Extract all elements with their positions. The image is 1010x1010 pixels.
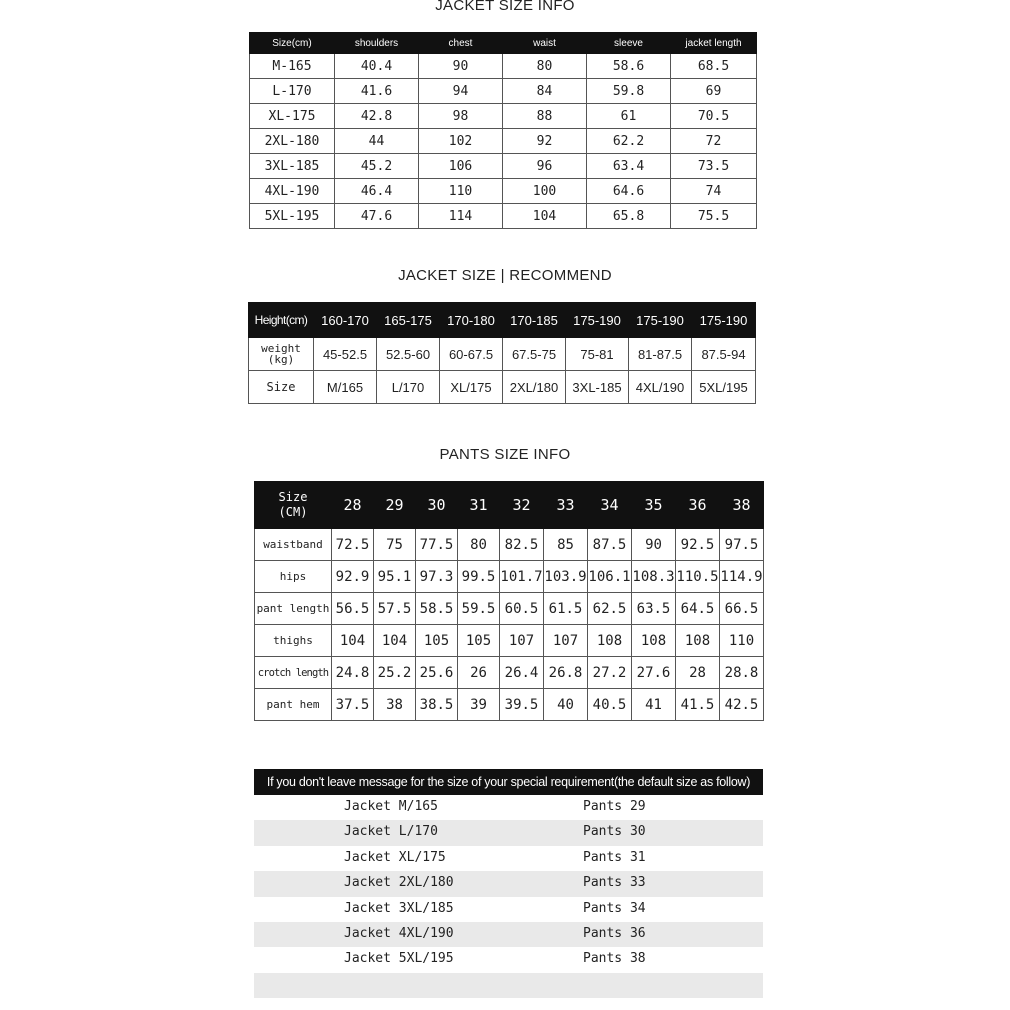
measurement-cell: 110.5 xyxy=(676,561,720,593)
measurement-cell: 100 xyxy=(503,179,587,204)
measurement-cell: 108 xyxy=(588,625,632,657)
default-pants-size: Pants 36 xyxy=(583,925,646,941)
measurement-cell: 26.4 xyxy=(500,657,544,689)
measurement-cell: 92.5 xyxy=(676,529,720,561)
measurement-cell: 97.3 xyxy=(416,561,458,593)
list-item xyxy=(254,922,763,947)
measurement-cell: 39.5 xyxy=(500,689,544,721)
measurement-cell: 114 xyxy=(419,204,503,229)
measurement-cell: 40 xyxy=(544,689,588,721)
measurement-cell: 97.5 xyxy=(720,529,764,561)
default-jacket-size: Jacket 4XL/190 xyxy=(344,925,454,941)
height-label: Height(cm) xyxy=(249,303,314,338)
jacket-size-info-title: JACKET SIZE INFO xyxy=(435,0,575,14)
measurement-cell: 40.5 xyxy=(588,689,632,721)
weight-range: 60-67.5 xyxy=(440,338,503,371)
weight-range: 52.5-60 xyxy=(377,338,440,371)
measurement-cell: 40.4 xyxy=(335,54,419,79)
measurement-cell: 80 xyxy=(458,529,500,561)
pant-size: 35 xyxy=(632,482,676,529)
measurement-cell: 61 xyxy=(587,104,671,129)
measurement-cell: 72 xyxy=(671,129,757,154)
measurement-cell: 80 xyxy=(503,54,587,79)
table-row xyxy=(255,561,764,593)
measurement-cell: 44 xyxy=(335,129,419,154)
row-label: crotch length xyxy=(255,657,332,689)
default-size-banner: If you don't leave message for the size of your special requirement(the default size as follow) xyxy=(254,769,763,795)
recommended-size: 5XL/195 xyxy=(692,371,756,404)
recommended-size: M/165 xyxy=(314,371,377,404)
measurement-cell: 60.5 xyxy=(500,593,544,625)
measurement-cell: 106 xyxy=(419,154,503,179)
measurement-cell: 64.6 xyxy=(587,179,671,204)
measurement-cell: 66.5 xyxy=(720,593,764,625)
measurement-cell: 27.2 xyxy=(588,657,632,689)
default-jacket-size: Jacket L/170 xyxy=(344,824,438,840)
measurement-cell: 28.8 xyxy=(720,657,764,689)
height-range: 170-180 xyxy=(440,303,503,338)
measurement-cell: 62.5 xyxy=(588,593,632,625)
measurement-cell: 94 xyxy=(419,79,503,104)
height-range: 175-190 xyxy=(629,303,692,338)
measurement-cell: 38.5 xyxy=(416,689,458,721)
measurement-cell: 59.5 xyxy=(458,593,500,625)
measurement-cell: 38 xyxy=(374,689,416,721)
default-pants-size: Pants 30 xyxy=(583,824,646,840)
measurement-cell: 47.6 xyxy=(335,204,419,229)
measurement-cell: 61.5 xyxy=(544,593,588,625)
measurement-cell: 63.4 xyxy=(587,154,671,179)
pants-header-row xyxy=(255,482,764,529)
measurement-cell: 106.1 xyxy=(588,561,632,593)
measurement-cell: 69 xyxy=(671,79,757,104)
list-item xyxy=(254,820,763,845)
table-row xyxy=(255,657,764,689)
column-header: sleeve xyxy=(587,33,671,54)
height-range: 170-185 xyxy=(503,303,566,338)
size-cell: 3XL-185 xyxy=(250,154,335,179)
size-label: Size xyxy=(249,371,314,404)
measurement-cell: 75 xyxy=(374,529,416,561)
measurement-cell: 56.5 xyxy=(332,593,374,625)
measurement-cell: 46.4 xyxy=(335,179,419,204)
weight-range: 67.5-75 xyxy=(503,338,566,371)
default-pants-size: Pants 31 xyxy=(583,849,646,865)
measurement-cell: 41 xyxy=(632,689,676,721)
measurement-cell: 59.8 xyxy=(587,79,671,104)
default-pants-size: Pants 34 xyxy=(583,900,646,916)
measurement-cell: 39 xyxy=(458,689,500,721)
default-jacket-size: Jacket XL/175 xyxy=(344,849,446,865)
measurement-cell: 42.5 xyxy=(720,689,764,721)
pant-size: 32 xyxy=(500,482,544,529)
measurement-cell: 42.8 xyxy=(335,104,419,129)
column-header: chest xyxy=(419,33,503,54)
measurement-cell: 24.8 xyxy=(332,657,374,689)
measurement-cell: 26 xyxy=(458,657,500,689)
default-size-list xyxy=(254,795,763,998)
default-jacket-size: Jacket 5XL/195 xyxy=(344,951,454,967)
pant-size: 36 xyxy=(676,482,720,529)
height-range: 175-190 xyxy=(566,303,629,338)
column-header: waist xyxy=(503,33,587,54)
measurement-cell: 92.9 xyxy=(332,561,374,593)
height-range: 165-175 xyxy=(377,303,440,338)
measurement-cell: 108 xyxy=(676,625,720,657)
row-label: pant length xyxy=(255,593,332,625)
measurement-cell: 26.8 xyxy=(544,657,588,689)
default-jacket-size: Jacket 3XL/185 xyxy=(344,900,454,916)
jacket-recommend-title: JACKET SIZE | RECOMMEND xyxy=(398,267,612,284)
height-range: 160-170 xyxy=(314,303,377,338)
measurement-cell: 95.1 xyxy=(374,561,416,593)
default-pants-size: Pants 33 xyxy=(583,875,646,891)
table-row xyxy=(250,179,757,204)
table-row xyxy=(255,625,764,657)
size-cell: M-165 xyxy=(250,54,335,79)
measurement-cell: 107 xyxy=(500,625,544,657)
row-label: waistband xyxy=(255,529,332,561)
recommended-size: L/170 xyxy=(377,371,440,404)
measurement-cell: 90 xyxy=(419,54,503,79)
measurement-cell: 96 xyxy=(503,154,587,179)
size-cell: 5XL-195 xyxy=(250,204,335,229)
measurement-cell: 87.5 xyxy=(588,529,632,561)
default-jacket-size: Jacket M/165 xyxy=(344,799,438,814)
measurement-cell: 27.6 xyxy=(632,657,676,689)
measurement-cell: 114.9 xyxy=(720,561,764,593)
measurement-cell: 92 xyxy=(503,129,587,154)
recommend-header-row xyxy=(249,303,756,338)
list-item xyxy=(254,871,763,896)
pant-size: 31 xyxy=(458,482,500,529)
list-item xyxy=(254,947,763,972)
measurement-cell: 41.5 xyxy=(676,689,720,721)
table-row xyxy=(250,54,757,79)
measurement-cell: 72.5 xyxy=(332,529,374,561)
recommended-size: 3XL-185 xyxy=(566,371,629,404)
pants-size-table xyxy=(254,481,764,721)
measurement-cell: 45.2 xyxy=(335,154,419,179)
pant-size: 29 xyxy=(374,482,416,529)
measurement-cell: 25.2 xyxy=(374,657,416,689)
weight-row xyxy=(249,338,756,371)
measurement-cell: 110 xyxy=(720,625,764,657)
size-cell: L-170 xyxy=(250,79,335,104)
measurement-cell: 58.6 xyxy=(587,54,671,79)
size-cell: XL-175 xyxy=(250,104,335,129)
measurement-cell: 105 xyxy=(458,625,500,657)
pant-size: 38 xyxy=(720,482,764,529)
measurement-cell: 108.3 xyxy=(632,561,676,593)
measurement-cell: 65.8 xyxy=(587,204,671,229)
measurement-cell: 58.5 xyxy=(416,593,458,625)
list-item xyxy=(254,846,763,871)
measurement-cell: 77.5 xyxy=(416,529,458,561)
table-row xyxy=(255,593,764,625)
recommended-size: 2XL/180 xyxy=(503,371,566,404)
measurement-cell: 105 xyxy=(416,625,458,657)
measurement-cell: 37.5 xyxy=(332,689,374,721)
recommended-size: 4XL/190 xyxy=(629,371,692,404)
jacket-size-table xyxy=(249,32,757,229)
pants-size-info-title: PANTS SIZE INFO xyxy=(439,446,571,463)
pant-size: 30 xyxy=(416,482,458,529)
list-item xyxy=(254,795,763,820)
measurement-cell: 108 xyxy=(632,625,676,657)
measurement-cell: 41.6 xyxy=(335,79,419,104)
measurement-cell: 64.5 xyxy=(676,593,720,625)
measurement-cell: 107 xyxy=(544,625,588,657)
size-row xyxy=(249,371,756,404)
table-row xyxy=(255,529,764,561)
height-range: 175-190 xyxy=(692,303,756,338)
default-pants-size: Pants 29 xyxy=(583,799,646,814)
table-row xyxy=(250,154,757,179)
measurement-cell: 82.5 xyxy=(500,529,544,561)
column-header: jacket length xyxy=(671,33,757,54)
measurement-cell: 84 xyxy=(503,79,587,104)
jacket-size-header-row xyxy=(250,33,757,54)
default-jacket-size: Jacket 2XL/180 xyxy=(344,875,454,891)
size-label: Size (CM) xyxy=(255,482,332,529)
measurement-cell: 73.5 xyxy=(671,154,757,179)
measurement-cell: 62.2 xyxy=(587,129,671,154)
list-item xyxy=(254,973,763,998)
measurement-cell: 98 xyxy=(419,104,503,129)
size-cell: 4XL-190 xyxy=(250,179,335,204)
weight-range: 87.5-94 xyxy=(692,338,756,371)
pant-size: 28 xyxy=(332,482,374,529)
row-label: pant hem xyxy=(255,689,332,721)
table-row xyxy=(250,79,757,104)
weight-range: 75-81 xyxy=(566,338,629,371)
measurement-cell: 25.6 xyxy=(416,657,458,689)
column-header: shoulders xyxy=(335,33,419,54)
weight-label: weight (kg) xyxy=(249,338,314,371)
table-row xyxy=(250,204,757,229)
measurement-cell: 110 xyxy=(419,179,503,204)
measurement-cell: 101.7 xyxy=(500,561,544,593)
table-row xyxy=(250,104,757,129)
measurement-cell: 70.5 xyxy=(671,104,757,129)
weight-range: 45-52.5 xyxy=(314,338,377,371)
table-row xyxy=(250,129,757,154)
pant-size: 34 xyxy=(588,482,632,529)
measurement-cell: 57.5 xyxy=(374,593,416,625)
measurement-cell: 74 xyxy=(671,179,757,204)
jacket-recommend-table xyxy=(248,302,756,404)
row-label: hips xyxy=(255,561,332,593)
measurement-cell: 103.9 xyxy=(544,561,588,593)
list-item xyxy=(254,897,763,922)
column-header: Size(cm) xyxy=(250,33,335,54)
measurement-cell: 63.5 xyxy=(632,593,676,625)
measurement-cell: 88 xyxy=(503,104,587,129)
measurement-cell: 104 xyxy=(332,625,374,657)
measurement-cell: 104 xyxy=(503,204,587,229)
row-label: thighs xyxy=(255,625,332,657)
weight-range: 81-87.5 xyxy=(629,338,692,371)
pant-size: 33 xyxy=(544,482,588,529)
measurement-cell: 104 xyxy=(374,625,416,657)
measurement-cell: 28 xyxy=(676,657,720,689)
measurement-cell: 102 xyxy=(419,129,503,154)
measurement-cell: 75.5 xyxy=(671,204,757,229)
default-pants-size: Pants 38 xyxy=(583,951,646,967)
size-cell: 2XL-180 xyxy=(250,129,335,154)
recommended-size: XL/175 xyxy=(440,371,503,404)
measurement-cell: 68.5 xyxy=(671,54,757,79)
measurement-cell: 99.5 xyxy=(458,561,500,593)
measurement-cell: 85 xyxy=(544,529,588,561)
table-row xyxy=(255,689,764,721)
measurement-cell: 90 xyxy=(632,529,676,561)
